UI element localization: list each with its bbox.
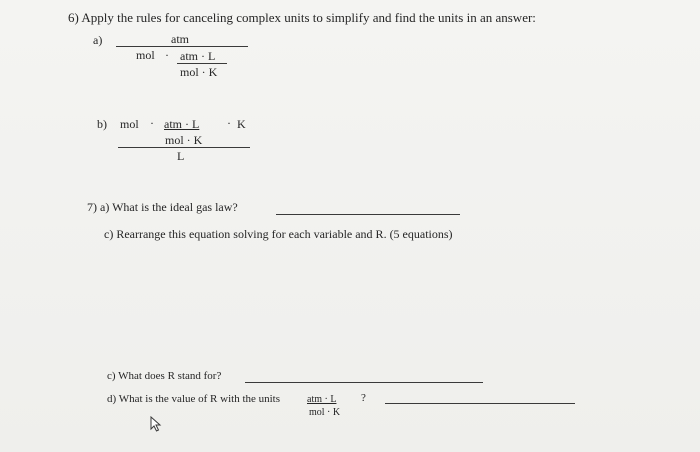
q7a-answer-line[interactable]: [276, 214, 460, 215]
q6a-inner-numerator: atm · L: [180, 49, 216, 63]
q7d-units-denominator: mol · K: [309, 407, 341, 418]
q6b-outer-denominator: L: [177, 149, 185, 163]
q7a-text: 7) a) What is the ideal gas law?: [87, 200, 238, 214]
q7d-question-mark: ?: [361, 392, 366, 404]
q7d-answer-line[interactable]: [385, 403, 575, 404]
q7d-units-numerator: atm · L: [307, 394, 337, 405]
q6b-k: K: [237, 117, 246, 131]
q6a-numerator: atm: [171, 32, 189, 46]
q6a-inner-denominator: mol · K: [180, 65, 218, 79]
q6b-label: b): [97, 117, 107, 131]
q6a-mol: mol: [136, 48, 155, 62]
q6a-dot: ·: [165, 48, 169, 62]
q6b-fraction-bar: [118, 147, 250, 148]
q7c-answer-line[interactable]: [245, 382, 483, 383]
q6b-fraction-numerator: atm · L: [164, 117, 200, 131]
q7c-rearrange-text: c) Rearrange this equation solving for each variable and R. (5 equations): [104, 227, 453, 241]
q6b-mol: mol: [120, 117, 139, 131]
q7c-r-text: c) What does R stand for?: [107, 370, 222, 382]
q6-heading: 6) Apply the rules for canceling complex units to simplify and find the units in an answer:: [68, 10, 536, 25]
q6a-inner-fraction-bar: [177, 63, 227, 64]
q6a-fraction-bar: [116, 46, 248, 47]
q6b-dot2: ·: [227, 116, 231, 130]
q7d-text: d) What is the value of R with the units: [107, 393, 281, 405]
q6b-dot1: ·: [150, 116, 154, 130]
mouse-pointer-icon: [149, 416, 163, 432]
q6b-fraction-denominator: mol · K: [165, 133, 203, 147]
q6a-label: a): [93, 33, 103, 47]
